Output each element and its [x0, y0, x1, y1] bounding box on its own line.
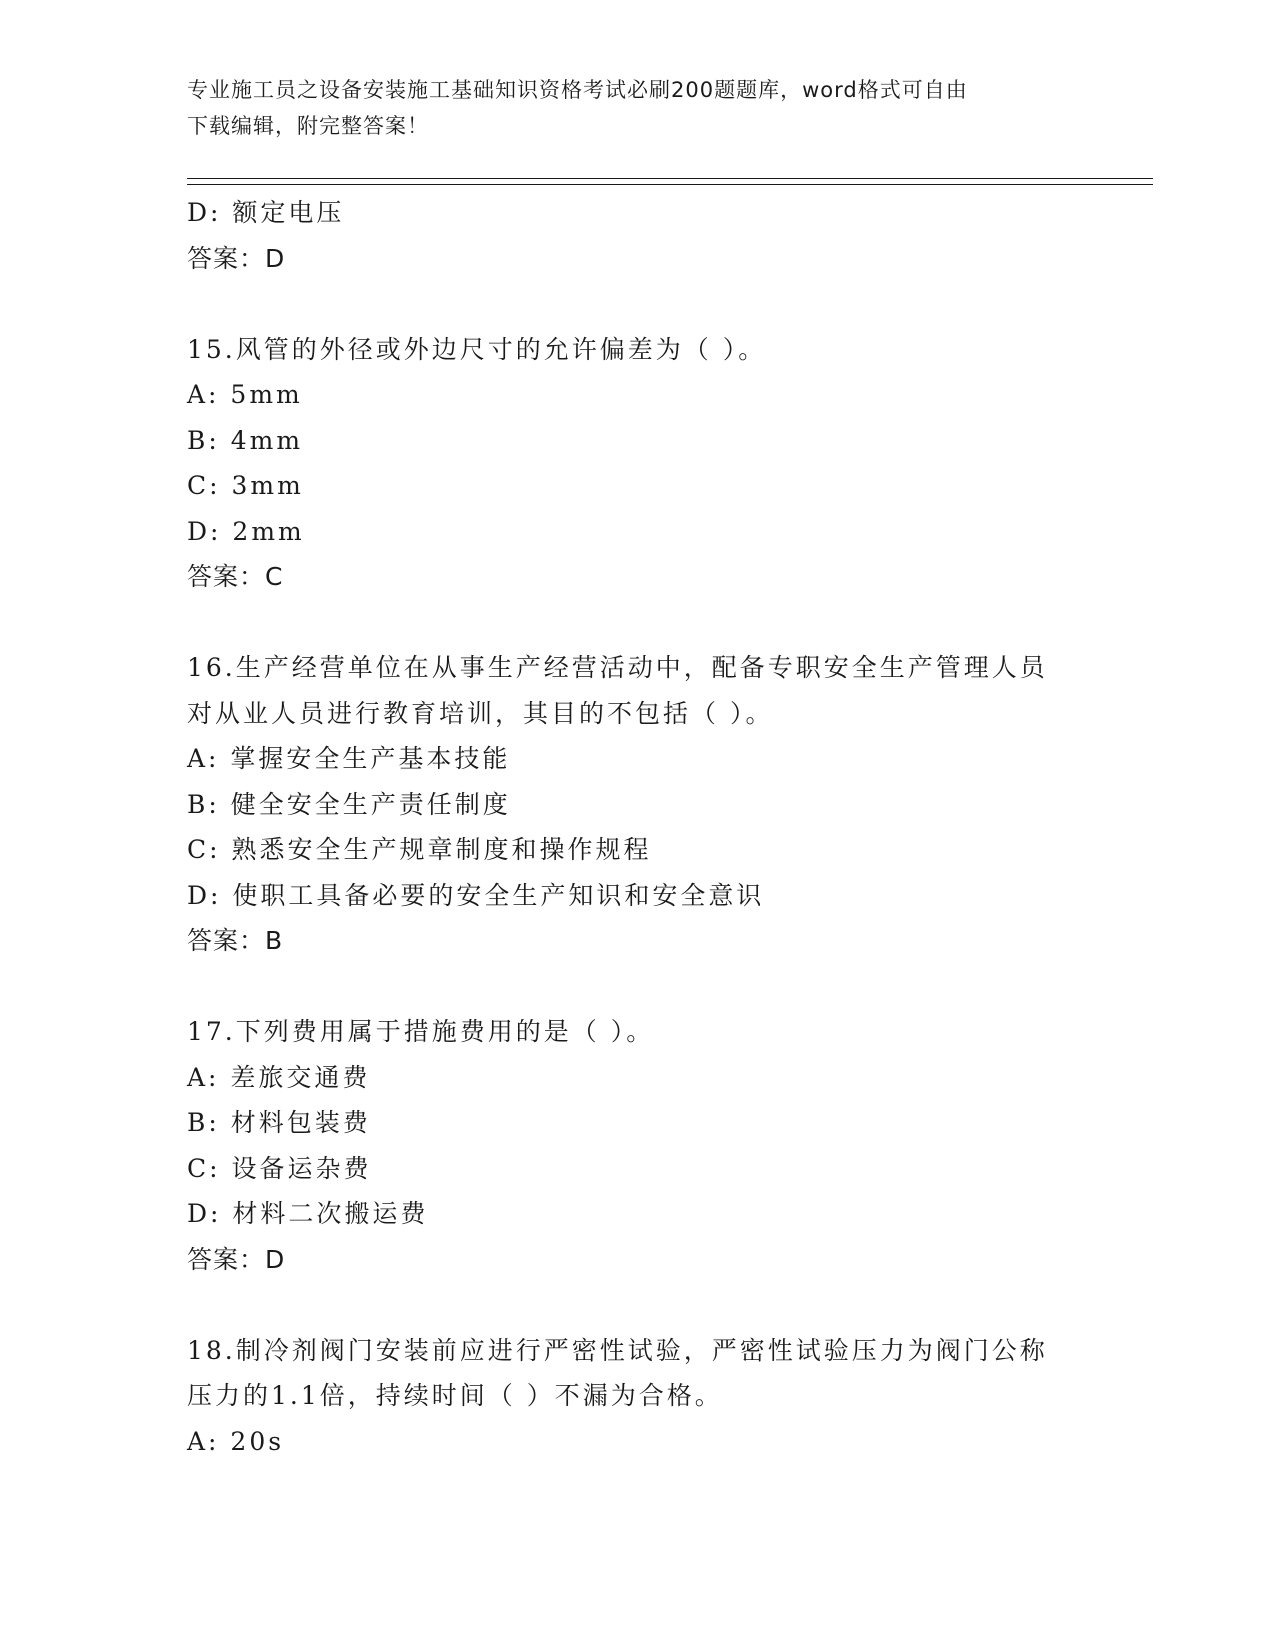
q16-option-a: A: 掌握安全生产基本技能: [187, 744, 511, 773]
spacer: [187, 600, 1087, 646]
q16-stem-line-1: 16.生产经营单位在从事生产经营活动中，配备专职安全生产管理人员: [187, 653, 1048, 682]
q17-option-c: C: 设备运杂费: [187, 1153, 372, 1183]
q16-stem-line-2: 对从业人员进行教育培训，其目的不包括（ ）。: [187, 698, 774, 728]
q17-answer: 答案：D: [187, 1244, 286, 1274]
q14-answer: 答案：D: [187, 243, 286, 273]
spacer: [187, 281, 1087, 327]
q16-option-b: B: 健全安全生产责任制度: [187, 789, 511, 819]
spacer: [187, 964, 1087, 1010]
q14-option-d: D: 额定电压: [187, 198, 345, 227]
page-header: [187, 72, 1077, 144]
q15-answer: 答案：C: [187, 562, 284, 591]
q18-option-a: A: 20s: [187, 1426, 285, 1456]
q15-option-b: B: 4mm: [187, 425, 304, 455]
q16-option-c: C: 熟悉安全生产规章制度和操作规程: [187, 835, 652, 864]
question-content: [187, 190, 1087, 1464]
q17-stem: 17.下列费用属于措施费用的是（ ）。: [187, 1017, 655, 1046]
q15-option-c: C: 3mm: [187, 471, 304, 500]
q16-answer: 答案：B: [187, 926, 284, 955]
q17-option-b: B: 材料包装费: [187, 1108, 371, 1137]
q15-option-a: A: 5mm: [187, 380, 303, 409]
q16-option-d: D: 使职工具备必要的安全生产知识和安全意识: [187, 880, 765, 910]
q17-option-d: D: 材料二次搬运费: [187, 1199, 429, 1228]
header-line-2: 下载编辑，附完整答案！: [187, 114, 429, 138]
q15-option-d: D: 2mm: [187, 516, 305, 546]
q18-stem-line-1: 18.制冷剂阀门安装前应进行严密性试验，严密性试验压力为阀门公称: [187, 1335, 1048, 1365]
header-line-1: 专业施工员之设备安装施工基础知识资格考试必刷200题题库，word格式可自由: [187, 78, 968, 102]
q15-stem: 15.风管的外径或外边尺寸的允许偏差为（ ）。: [187, 334, 767, 364]
q17-option-a: A: 差旅交通费: [187, 1062, 371, 1092]
header-divider: [187, 178, 1153, 185]
q18-stem-line-2: 压力的1.1倍，持续时间（ ）不漏为合格。: [187, 1381, 723, 1410]
spacer: [187, 1282, 1087, 1328]
